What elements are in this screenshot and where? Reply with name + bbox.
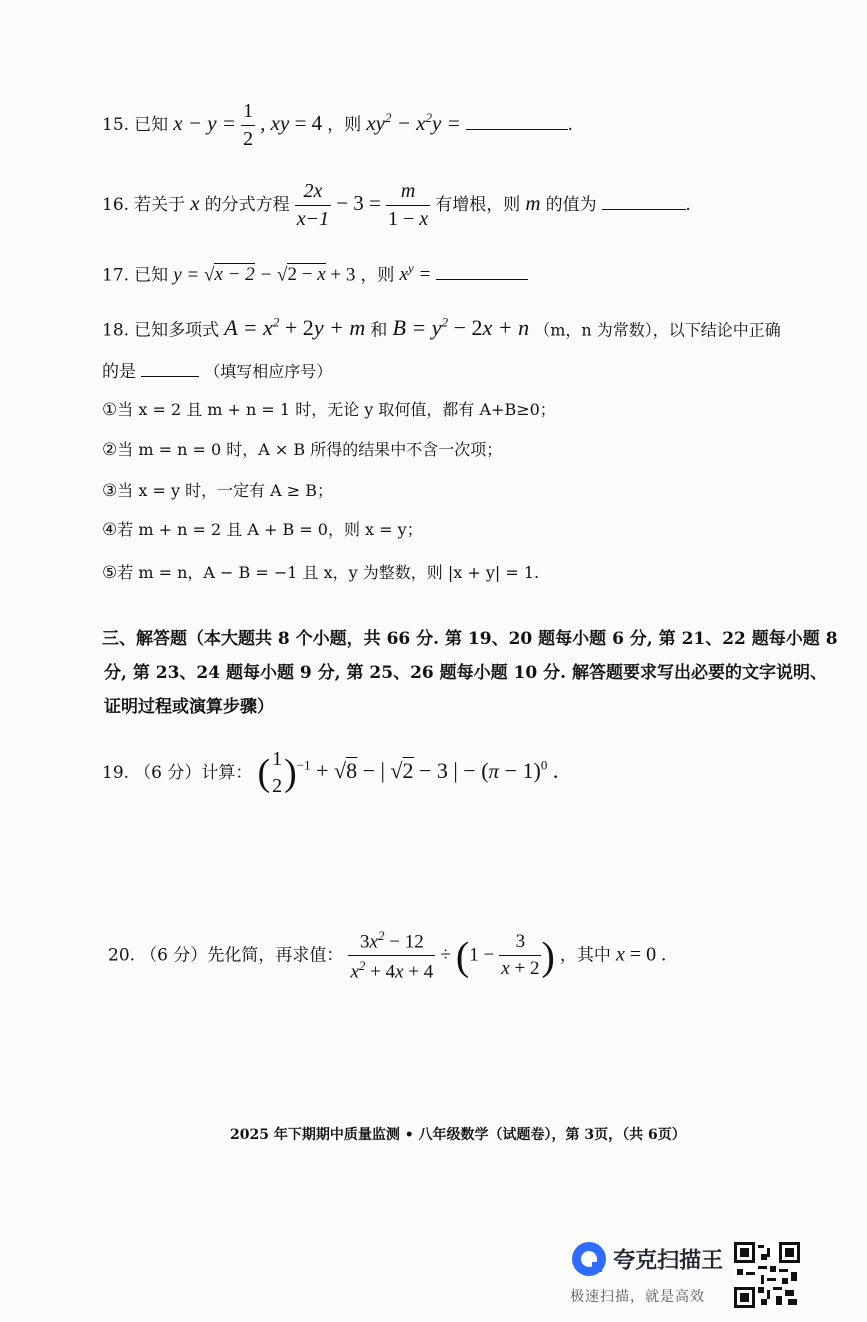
formula: x − y = [173,111,236,135]
question-number: 20. [108,945,136,966]
option-4: ④若 m + n = 2 且 A + B = 0，则 x = y； [102,520,423,540]
qr-code-icon [734,1242,800,1308]
answer-blank[interactable] [141,374,199,377]
brand-slogan: 极速扫描，就是高效 [570,1289,705,1305]
section-heading: 三、解答题（本大题共 8 个小题，共 66 分. 第 19、20 题每小题 6 分, 第 21、22 题每小题 8 分, 第 23、24 题每小题 9 分, 第 25、26 题每小题 10 分. 解答题要求写出必要的文字说明、 证明过程或演算步骤） [102,629,838,717]
question-text: 若关于 [134,195,186,215]
fraction: $\frac{3}{x + 2}$ [501,931,540,980]
question-17 [102,261,528,286]
brand-name: 夸克扫描王 [613,1248,724,1274]
question-text: 已知 [134,115,169,135]
fraction: $\frac{3x^2 - 12}{x^2 + 4x + 4}$ [350,928,434,983]
formula: $xy^2 - x^2y$ = [366,110,461,135]
formula: $A = x^2 + 2y + m$ [224,315,366,341]
question-text: 的值为 [545,195,597,215]
question-number: 18. [102,320,130,341]
fraction: $\frac{2x}{x-1}$ [296,180,330,230]
question-number: 17. [102,265,130,286]
scanner-watermark [570,1240,723,1306]
option-5: ⑤若 m = n，A − B = −1 且 x，y 为整数，则 |x + y| = 1. [102,563,540,583]
question-16: 16. 若关于 x 的分式方程 $\frac{2x}{x-1}$ − 3 = $\frac{m}{1 - x}$ 有增根，则 m 的值为 . [102,180,691,230]
formula: $x^y$ = [399,261,432,286]
formula: , xy = 4 [260,111,323,135]
option-3: ③当 x = y 时，一定有 A ≥ B； [102,481,334,501]
question-20: 20. （6 分）先化简，再求值： $\frac{3x^2 - 12}{x^2 + 4x + 4}$ ÷ (1 − $\frac{3}{x + 2}$ ) ，其中 x = 0 . [108,928,667,983]
question-18: 18. 已知多项式 $A = x^2 + 2y + m$ 和 $B = y^2 - 2x + n$ （m，n 为常数），以下结论中正确 [102,315,781,341]
formula: ( 1 2 )$^{-1}$ + √8 − | √2 − 3 | − $(\pi - 1)^0$ . [257,748,559,797]
question-number: 15. [102,115,130,135]
answer-blank[interactable] [466,127,568,130]
question-text: 已知 [134,265,169,286]
fraction: $\frac{m}{1 - x}$ [388,180,429,230]
question-number: 19. [102,763,130,784]
question-text: 有增根，则 [435,195,521,215]
question-text: 的分式方程 [204,195,290,215]
question-text: ，则 [360,265,395,286]
answer-blank[interactable] [602,207,686,210]
question-15: 15. 已知 x − y = $\frac{1}{2}$ , xy = 4 ，则 $xy^2 - x^2y$ = . [102,100,573,150]
answer-blank[interactable] [436,277,528,280]
fraction-one-half: $\frac{1}{2}$ [243,100,254,150]
formula: y = √x − 2 − √2 − x + 3 [173,264,356,286]
question-number: 16. [102,195,130,215]
option-2: ②当 m = n = 0 时，A × B 所得的结果中不含一次项； [102,440,503,460]
option-1: ①当 x = 2 且 m + n = 1 时，无论 y 取何值，都有 A+B≥0； [102,400,556,420]
formula: $B = y^2 - 2x + n$ [392,315,530,341]
page-footer: 2025 年下期期中质量监测 • 八年级数学（试题卷），第 3页，（共 6页） [230,1127,686,1143]
question-19 [102,748,558,798]
question-text: ，则 [327,115,362,135]
question-18-line2: 的是 （填写相应序号） [102,362,333,382]
question-text: （6 分）先化简，再求值： [140,945,344,966]
question-text: （6 分）计算： [134,763,253,784]
quark-logo-icon [570,1240,608,1278]
